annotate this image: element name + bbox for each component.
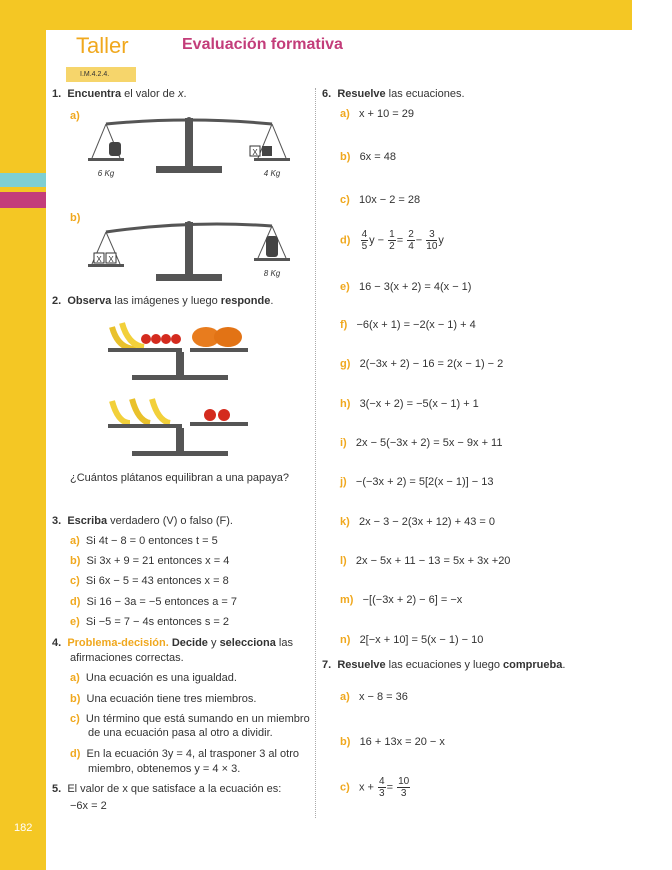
q6-item-n: n) 2[−x + 10] = 5(x − 1) − 10 (340, 634, 484, 646)
q4-item-c-line2: de una ecuación pasa al otro a dividir. (88, 727, 273, 739)
question-1: 1. Encuentra el valor de x. (52, 88, 187, 100)
q6-item-b: b) 6x = 48 (340, 151, 396, 163)
fruit-scale-2 (106, 393, 256, 463)
question-3: 3. Escriba verdadero (V) o falso (F). (52, 515, 233, 527)
question-2: 2. Observa las imágenes y luego responde. (52, 295, 274, 307)
left-color-band (0, 0, 46, 870)
q6-item-l: l) 2x − 5x + 11 − 13 = 5x + 3x +20 (340, 555, 511, 567)
q6-item-j: j) −(−3x + 2) = 5[2(x − 1)] − 13 (340, 476, 494, 488)
weight-right-a (262, 146, 272, 156)
box-x-b2: X (108, 255, 114, 264)
page-number: 182 (14, 822, 33, 834)
q7-item-b: b) 16 + 13x = 20 − x (340, 736, 445, 748)
weight-label-right-a: 4 Kg (263, 169, 281, 178)
q3-item-a: a) Si 4t − 8 = 0 entonces t = 5 (70, 535, 218, 547)
q4-item-a: a) Una ecuación es una igualdad. (70, 672, 237, 684)
question-5: 5. El valor de x que satisface a la ecuación es: (52, 783, 282, 795)
question-7: 7. Resuelve las ecuaciones y luego comprueba. (322, 659, 566, 671)
q4-line2: afirmaciones correctas. (70, 652, 184, 664)
indicator-code: I.M.4.2.4. (66, 67, 136, 82)
weight-left-a (109, 142, 121, 156)
question-4: 4. Problema-decisión. Decide y selecciona las (52, 637, 293, 649)
q6-item-h: h) 3(−x + 2) = −5(x − 1) + 1 (340, 398, 479, 410)
q2-question: ¿Cuántos plátanos equilibran a una papaya? (70, 472, 289, 484)
q6-item-d: d) $\frac{4}{5}$ y − $\frac{1}{2}$ = $\frac{2}{4}$ − $\frac{3}{10}$ y (340, 229, 444, 252)
q7-item-c: c) x + $\frac{4}{3}$ = $\frac{10}{3}$ (340, 776, 410, 799)
box-x-a: X (252, 148, 258, 157)
q6-item-k: k) 2x − 3 − 2(3x + 12) + 43 = 0 (340, 516, 496, 528)
q6-item-e: e) 16 − 3(x + 2) = 4(x − 1) (340, 281, 472, 293)
page-title: Evaluación formativa (182, 36, 343, 53)
q6-item-a: a) x + 10 = 29 (340, 108, 414, 120)
weight-right-b (266, 236, 278, 257)
teal-side-tab (0, 173, 46, 187)
box-x-b1: X (96, 255, 102, 264)
q6-item-m: m) −[(−3x + 2) − 6] = −x (340, 594, 463, 606)
q4-item-c: c) Un término que está sumando en un miembro (70, 713, 310, 725)
q7-item-a: a) x − 8 = 36 (340, 691, 408, 703)
q6-item-f: f) −6(x + 1) = −2(x − 1) + 4 (340, 319, 476, 331)
q3-item-c: c) Si 6x − 5 = 43 entonces x = 8 (70, 575, 229, 587)
section-title: Taller (76, 33, 129, 58)
q1-label-a: a) (70, 110, 80, 122)
q3-item-d: d) Si 16 − 3a = −5 entonces a = 7 (70, 596, 237, 608)
top-color-band (46, 0, 632, 30)
q6-item-c: c) 10x − 2 = 28 (340, 194, 421, 206)
balance-scale-a (84, 110, 304, 182)
q4-item-d-line2: miembro, obtenemos y = 4 × 3. (88, 763, 241, 775)
q4-item-b: b) Una ecuación tiene tres miembros. (70, 693, 257, 705)
weight-label-right-b: 8 Kg (263, 269, 281, 278)
balance-scale-b (84, 212, 304, 284)
weight-label-left-a: 6 Kg (97, 169, 115, 178)
q3-item-e: e) Si −5 = 7 − 4s entonces s = 2 (70, 616, 230, 628)
q6-item-i: i) 2x − 5(−3x + 2) = 5x − 9x + 11 (340, 437, 503, 449)
q5-line2: −6x = 2 (70, 800, 107, 812)
fruit-scale-1 (106, 315, 256, 385)
q4-item-d: d) En la ecuación 3y = 4, al trasponer 3 al otro (70, 748, 300, 760)
column-divider (315, 88, 316, 818)
pink-side-tab (0, 192, 46, 208)
q1-label-b: b) (70, 212, 81, 224)
question-6: 6. Resuelve las ecuaciones. (322, 88, 465, 100)
q6-item-g: g) 2(−3x + 2) − 16 = 2(x − 1) − 2 (340, 358, 504, 370)
q3-item-b: b) Si 3x + 9 = 21 entonces x = 4 (70, 555, 230, 567)
